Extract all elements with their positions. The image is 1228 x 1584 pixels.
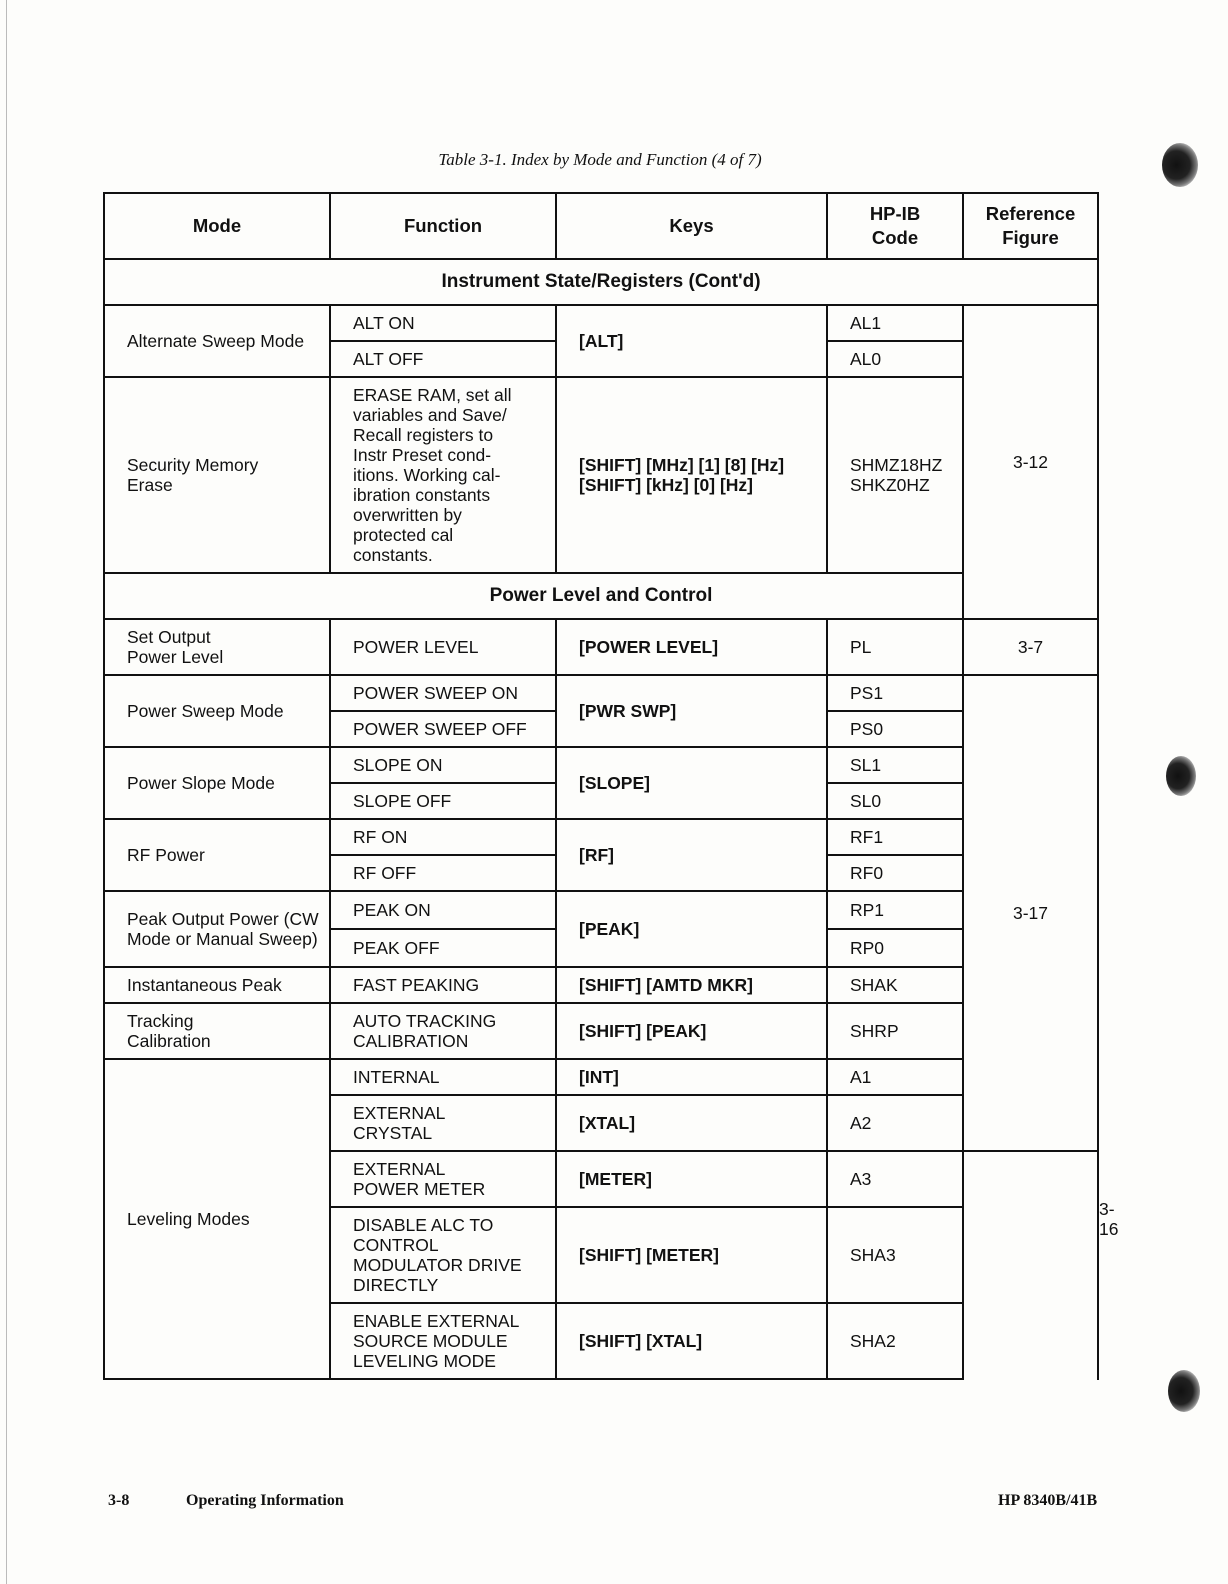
code-cell: RP0	[827, 929, 963, 967]
mode-cell: Tracking Calibration	[104, 1003, 330, 1059]
code-line: SHMZ18HZ	[850, 455, 943, 475]
code-cell: SHAK	[827, 967, 963, 1003]
mode-cell: Power Slope Mode	[104, 747, 330, 819]
function-cell: INTERNAL	[330, 1059, 556, 1095]
function-cell: ENABLE EXTERNAL SOURCE MODULE LEVELING MODE	[330, 1303, 556, 1379]
header-function: Function	[330, 193, 556, 259]
mode-cell: Leveling Modes	[104, 1059, 330, 1379]
keys-cell: [PWR SWP]	[556, 675, 827, 747]
keys-cell: [PEAK]	[556, 891, 827, 967]
code-cell: SL0	[827, 783, 963, 819]
binder-hole-icon	[1168, 1370, 1200, 1412]
keys-cell: [POWER LEVEL]	[556, 619, 827, 675]
code-cell: RF0	[827, 855, 963, 891]
mode-cell: Peak Output Power (CW Mode or Manual Sweep)	[104, 891, 330, 967]
code-cell: RF1	[827, 819, 963, 855]
footer-model: HP 8340B/41B	[998, 1492, 1098, 1509]
function-cell: RF ON	[330, 819, 556, 855]
header-mode: Mode	[104, 193, 330, 259]
table-row	[104, 747, 1098, 783]
keys-line: [SHIFT] [kHz] [0] [Hz]	[579, 475, 754, 495]
function-cell: SLOPE OFF	[330, 783, 556, 819]
function-cell: AUTO TRACKING CALIBRATION	[330, 1003, 556, 1059]
mode-cell: Power Sweep Mode	[104, 675, 330, 747]
reference-cell: 3-12	[963, 305, 1098, 619]
function-cell: DISABLE ALC TO CONTROL MODULATOR DRIVE DIRECTLY	[330, 1207, 556, 1303]
section-power-level: Power Level and Control	[104, 573, 1098, 619]
keys-cell: [XTAL]	[556, 1095, 827, 1151]
code-cell: AL0	[827, 341, 963, 377]
keys-cell: [SHIFT] [AMTD MKR]	[556, 967, 827, 1003]
reference-cell: 3-17	[963, 675, 1098, 1151]
code-cell: RP1	[827, 891, 963, 929]
header-row	[104, 193, 1098, 259]
function-cell: SLOPE ON	[330, 747, 556, 783]
function-cell: EXTERNAL CRYSTAL	[330, 1095, 556, 1151]
table-row	[104, 1003, 1098, 1059]
keys-cell: [SHIFT] [METER]	[556, 1207, 827, 1303]
table-row	[104, 619, 1098, 675]
binder-hole-icon	[1166, 756, 1196, 796]
keys-cell: [ALT]	[556, 305, 827, 377]
code-cell: SHA3	[827, 1207, 963, 1303]
code-cell: SHRP	[827, 1003, 963, 1059]
code-cell: AL1	[827, 305, 963, 341]
code-cell: PL	[827, 619, 963, 675]
header-reference-figure: Reference Figure	[963, 193, 1098, 259]
function-cell: PEAK ON	[330, 891, 556, 929]
footer-page-number: 3-8	[108, 1492, 130, 1509]
function-cell: POWER SWEEP ON	[330, 675, 556, 711]
table-row	[104, 967, 1098, 1003]
keys-cell: [SHIFT] [PEAK]	[556, 1003, 827, 1059]
keys-cell: [RF]	[556, 819, 827, 891]
keys-cell: [SLOPE]	[556, 747, 827, 819]
binder-hole-icon	[1162, 143, 1198, 187]
table-row: Leveling Modes INTERNAL [INT] A1 3-16	[104, 1059, 1098, 1095]
mode-cell: Alternate Sweep Mode	[104, 305, 330, 377]
keys-line: [SHIFT] [MHz] [1] [8] [Hz]	[579, 455, 785, 475]
function-cell: EXTERNAL POWER METER	[330, 1151, 556, 1207]
reference-cell: 3-7	[963, 619, 1098, 675]
header-keys: Keys	[556, 193, 827, 259]
function-cell: FAST PEAKING	[330, 967, 556, 1003]
mode-cell: Security Memory Erase	[104, 377, 330, 573]
table-row	[104, 377, 1098, 573]
function-cell: POWER SWEEP OFF	[330, 711, 556, 747]
code-cell: PS1	[827, 675, 963, 711]
mode-cell: Set Output Power Level	[104, 619, 330, 675]
function-cell: ERASE RAM, set all variables and Save/ Recall registers to Instr Preset cond- itions. Working cal- ibration constants overwritten by protected cal constants.	[330, 377, 556, 573]
function-cell: ALT ON	[330, 305, 556, 341]
code-cell	[827, 377, 963, 573]
mode-cell: RF Power	[104, 819, 330, 891]
index-table	[103, 192, 1119, 1380]
code-cell: A3	[827, 1151, 963, 1207]
section-instrument-state: Instrument State/Registers (Cont'd)	[104, 259, 1098, 305]
footer-section-title: Operating Information	[186, 1492, 344, 1509]
code-cell: A2	[827, 1095, 963, 1151]
code-cell: PS0	[827, 711, 963, 747]
code-cell: SL1	[827, 747, 963, 783]
table-row	[104, 891, 1098, 929]
code-cell: A1	[827, 1059, 963, 1095]
mode-cell: Instantaneous Peak	[104, 967, 330, 1003]
function-cell: RF OFF	[330, 855, 556, 891]
code-line: SHKZ0HZ	[850, 475, 930, 495]
keys-cell: [INT]	[556, 1059, 827, 1095]
scan-margin-line	[6, 0, 7, 1584]
keys-cell: [SHIFT] [XTAL]	[556, 1303, 827, 1379]
table-row	[104, 819, 1098, 855]
keys-cell	[556, 377, 827, 573]
table-row	[104, 675, 1098, 711]
table-caption: Table 3-1. Index by Mode and Function (4 of 7)	[438, 150, 762, 169]
function-cell: ALT OFF	[330, 341, 556, 377]
keys-cell: [METER]	[556, 1151, 827, 1207]
function-cell: PEAK OFF	[330, 929, 556, 967]
table-row	[104, 305, 1098, 341]
code-cell: SHA2	[827, 1303, 963, 1379]
function-cell: POWER LEVEL	[330, 619, 556, 675]
header-hpib-code: HP-IB Code	[827, 193, 963, 259]
